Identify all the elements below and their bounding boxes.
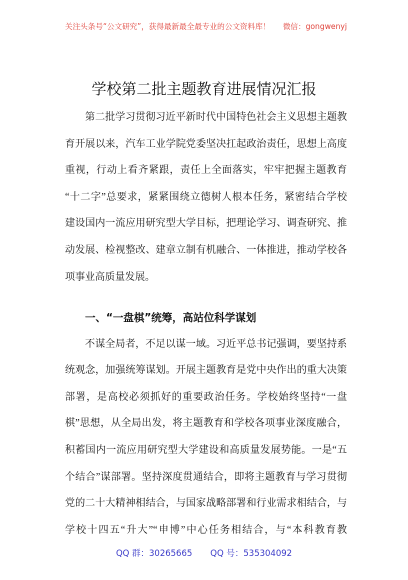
section-heading-1: 一、“一盘棋”统筹，高站位科学谋划 [85,312,257,324]
paragraph-line: 育开展以来，汽车工业学院党委坚决扛起政治责任，思想上高度 [65,138,347,150]
paragraph-line: “十二字”总要求，紧紧围绕立德树人根本任务，紧密结合学校 [65,191,347,203]
header-promo-text: 关注头条号“公文研究”，获得最新最全最专业的公文资料库！ [65,22,271,31]
paragraph-intro [65,105,347,291]
page-header [65,21,347,33]
paragraph-line: 个结合”谋部署。坚持深度贯通结合，即将主题教育与学习贯彻 [65,471,347,483]
document-title: 学校第二批主题教育进展情况汇报 [91,82,317,98]
page-footer [0,548,408,560]
paragraph-line: 棋”思想，从全局出发，将主题教育和学校各项事业深度融合， [65,418,347,430]
paragraph-line: 建设国内一流应用研究型大学目标，把理论学习、调查研究、推 [65,218,347,230]
footer-qq-number: QQ 号：535304092 [210,549,293,559]
header-wechat-text: 微信：gongwenyj [282,22,347,31]
paragraph-line: 部署，是高校必须抓好的重要政治任务。学校始终坚持“一盘 [65,391,347,403]
paragraph-line: 不谋全局者，不足以谋一域。习近平总书记强调，要坚持系 [85,338,347,350]
paragraph-line: 动发展、检视整改、建章立制有机融合、一体推进，推动学校各 [65,244,347,256]
footer-qq-group: QQ 群：30265665 [115,549,193,559]
paragraph-line: 学校十四五“升大”“申博”中心任务相结合，与“本科教育教 [65,524,347,536]
paragraph-line: 积蓄国内一流应用研究型大学建设和高质量发展势能。一是“五 [65,444,347,456]
paragraph-line: 党的二十大精神相结合，与国家战略部署和行业需求相结合，与 [65,498,347,510]
paragraph-line: 统观念，加强统筹谋划。开展主题教育是党中央作出的重大决策 [65,365,347,377]
paragraph-line: 第二批学习贯彻习近平新时代中国特色社会主义思想主题教 [85,112,347,123]
paragraph-section-1 [65,332,347,545]
paragraph-line: 项事业高质量发展。 [65,271,155,283]
paragraph-line: 重视，行动上看齐紧跟，责任上全面落实，牢牢把握主题教育 [65,165,347,177]
